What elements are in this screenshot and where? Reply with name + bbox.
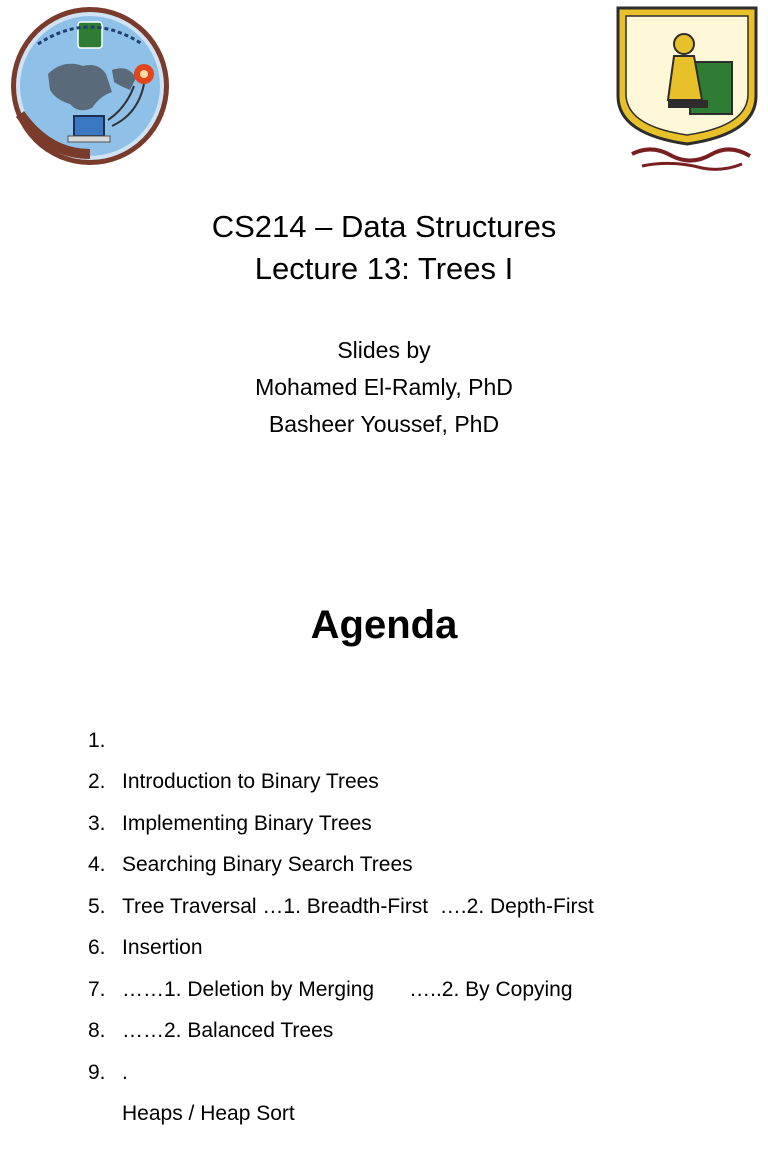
author-2: Basheer Youssef, PhD bbox=[268, 411, 500, 437]
list-item-number: 6. bbox=[88, 936, 106, 959]
author-1: Mohamed El-Ramly, PhD bbox=[255, 374, 513, 400]
list-item-text: Insertion bbox=[122, 936, 203, 959]
list-item-text: Searching Binary Search Trees bbox=[122, 853, 413, 876]
list-item-number: 3. bbox=[88, 811, 106, 835]
agenda-heading: Agenda bbox=[310, 603, 458, 647]
byline-label: Slides by bbox=[337, 337, 431, 363]
list-item bbox=[0, 1010, 768, 1125]
agenda-list bbox=[0, 678, 768, 1125]
lecture-title: Lecture 13: Trees I bbox=[254, 251, 514, 286]
byline bbox=[0, 332, 768, 443]
list-item-text: . bbox=[122, 1060, 128, 1084]
list-item-number: 7. bbox=[88, 977, 106, 1001]
faculty-logo-icon bbox=[8, 4, 172, 168]
list-item-number: 5. bbox=[88, 894, 106, 918]
slide-title bbox=[0, 206, 768, 290]
list-item-number: 8. bbox=[88, 1019, 106, 1042]
list-item-number: 2. bbox=[88, 770, 106, 793]
list-item-text: ……1. Deletion by Merging …..2. By Copying bbox=[122, 977, 573, 1001]
list-item-number: 4. bbox=[88, 853, 106, 876]
university-seal-icon bbox=[612, 4, 762, 176]
list-item-text: Introduction to Binary Trees bbox=[122, 770, 379, 793]
list-item-number: 9. bbox=[88, 1060, 106, 1084]
course-title: CS214 – Data Structures bbox=[211, 209, 557, 244]
list-item-text: Tree Traversal …1. Breadth-First ….2. Depth-First bbox=[122, 894, 594, 918]
list-item-number: 1. bbox=[88, 728, 106, 752]
list-item-text: Heaps / Heap Sort bbox=[122, 1102, 295, 1125]
list-item bbox=[0, 678, 768, 793]
list-item-text: ……2. Balanced Trees bbox=[122, 1019, 334, 1042]
list-item-text: Implementing Binary Trees bbox=[122, 811, 372, 835]
